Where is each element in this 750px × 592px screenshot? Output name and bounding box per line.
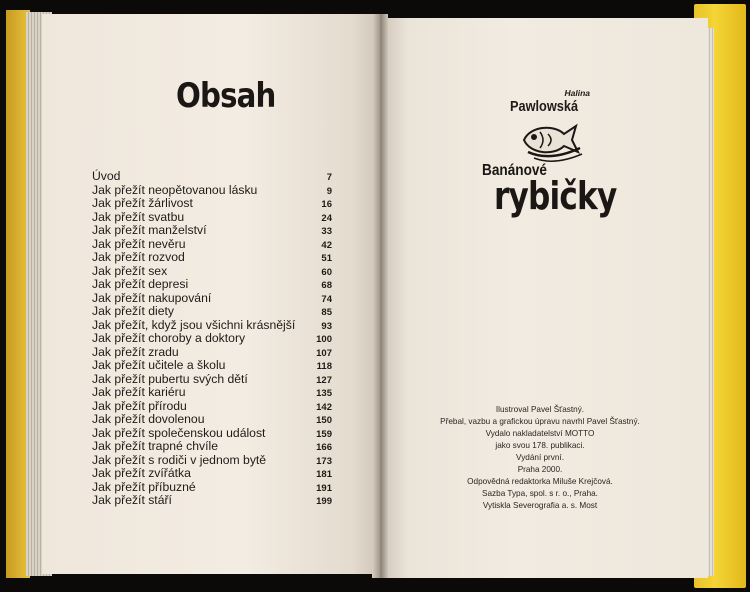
toc-entry-title: Jak přežít neopětovanou lásku xyxy=(92,182,258,197)
toc-entry-page: 181 xyxy=(316,469,332,480)
colophon xyxy=(440,404,640,512)
toc-entry-page: 42 xyxy=(321,239,332,251)
colophon-line: Ilustroval Pavel Šťastný. xyxy=(495,405,585,414)
toc-entry xyxy=(92,413,332,427)
toc-entry-page: 166 xyxy=(316,442,332,453)
toc-entry-title: Jak přežít nevěru xyxy=(92,236,186,251)
toc-heading: Obsah xyxy=(176,76,276,116)
toc-entry-title: Jak přežít rozvod xyxy=(92,250,185,264)
toc-entry-page: 60 xyxy=(321,266,332,278)
toc-entry xyxy=(92,238,332,252)
toc-entry-page: 100 xyxy=(316,334,332,345)
toc-entry-page: 107 xyxy=(316,347,332,359)
colophon-line: Přebal, vazbu a grafickou úpravu navrhl Pavel Šťastný. xyxy=(440,417,640,426)
toc-entry xyxy=(92,224,332,238)
toc-entry-title: Jak přežít stáří xyxy=(92,493,172,507)
toc-entry xyxy=(92,305,332,319)
toc-entry-title: Jak přežít svatbu xyxy=(92,209,185,224)
toc-entry-page: 51 xyxy=(321,253,332,264)
toc-entry-page: 7 xyxy=(326,172,332,183)
toc-entry xyxy=(92,265,332,279)
colophon-line: Odpovědná redaktorka Miluše Krejčová. xyxy=(467,477,613,486)
toc-entry-page: 135 xyxy=(316,388,332,399)
book-gutter xyxy=(372,14,388,578)
toc-entry xyxy=(92,427,332,441)
toc-entry xyxy=(92,332,332,346)
toc-entry-page: 142 xyxy=(316,401,332,413)
colophon-line: jako svou 178. publikaci. xyxy=(495,441,585,450)
toc-entry-title: Jak přežít manželství xyxy=(92,223,207,237)
toc-entry-page: 150 xyxy=(316,415,332,426)
book-title-big: rybičky xyxy=(494,174,617,218)
toc-entry xyxy=(92,197,332,211)
toc-entry xyxy=(92,184,332,198)
toc-entry xyxy=(92,211,332,225)
book-title-small: Banánové xyxy=(482,162,547,179)
toc-entry-page: 16 xyxy=(321,199,332,210)
toc-entry xyxy=(92,467,332,481)
toc-entry-page: 93 xyxy=(321,320,332,332)
toc-entry xyxy=(92,481,332,495)
toc-entry-page: 24 xyxy=(321,212,332,224)
toc-entry-title: Jak přežít choroby a doktory xyxy=(92,331,246,345)
toc-entry xyxy=(92,319,332,333)
toc-entry xyxy=(92,278,332,292)
toc-entry-title: Jak přežít sex xyxy=(92,263,168,278)
toc-entry xyxy=(92,359,332,373)
toc-entry xyxy=(92,440,332,454)
toc-entry-title: Jak přežít, když jsou všichni krásnější xyxy=(92,317,296,332)
table-of-contents xyxy=(92,170,332,508)
author-first-name: Halina xyxy=(564,88,591,98)
toc-entry-title: Úvod xyxy=(92,169,121,183)
colophon-line: Vydalo nakladatelství MOTTO xyxy=(485,429,595,438)
toc-entry-title: Jak přežít zradu xyxy=(92,344,179,359)
toc-entry-page: 85 xyxy=(321,307,332,318)
toc-entry-title: Jak přežít přírodu xyxy=(92,398,187,413)
colophon-line: Vydání první. xyxy=(516,453,564,462)
toc-entry-page: 173 xyxy=(316,455,332,467)
toc-entry xyxy=(92,494,332,508)
toc-entry-title: Jak přežít depresi xyxy=(92,277,189,291)
author-last-name: Pawlowská xyxy=(510,98,579,115)
toc-entry-title: Jak přežít společenskou událost xyxy=(92,425,266,440)
toc-entry xyxy=(92,386,332,400)
toc-entry-page: 118 xyxy=(316,361,332,372)
toc-entry-page: 199 xyxy=(316,496,332,507)
fish-icon xyxy=(510,112,590,168)
toc-entry-page: 74 xyxy=(321,293,332,305)
toc-entry xyxy=(92,170,332,184)
toc-entry-title: Jak přežít diety xyxy=(92,304,174,318)
toc-entry-page: 68 xyxy=(321,280,332,291)
toc-entry-title: Jak přežít trapné chvíle xyxy=(92,439,218,453)
colophon-line: Praha 2000. xyxy=(517,465,563,474)
toc-entry-page: 127 xyxy=(316,374,332,386)
toc-entry-title: Jak přežít dovolenou xyxy=(92,412,205,426)
toc-entry-page: 9 xyxy=(326,185,332,197)
toc-entry xyxy=(92,400,332,414)
toc-entry-page: 159 xyxy=(316,428,332,440)
toc-entry-page: 191 xyxy=(316,482,332,494)
toc-entry-title: Jak přežít kariéru xyxy=(92,385,186,399)
colophon-line: Vytiskla Severografia a. s. Most xyxy=(482,501,598,510)
toc-entry-title: Jak přežít příbuzné xyxy=(92,479,196,494)
toc-entry xyxy=(92,454,332,468)
toc-entry-title: Jak přežít pubertu svých dětí xyxy=(92,371,248,386)
toc-entry xyxy=(92,346,332,360)
author-name xyxy=(510,88,590,115)
toc-entry-page: 33 xyxy=(321,226,332,237)
toc-entry-title: Jak přežít žárlivost xyxy=(92,196,193,210)
colophon-line: Sazba Typa, spol. s r. o., Praha. xyxy=(482,489,598,498)
toc-entry-title: Jak přežít s rodiči v jednom bytě xyxy=(92,452,267,467)
toc-entry xyxy=(92,251,332,265)
toc-entry xyxy=(92,373,332,387)
toc-entry-title: Jak přežít nakupování xyxy=(92,290,212,305)
toc-entry-title: Jak přežít učitele a školu xyxy=(92,358,226,372)
toc-entry-title: Jak přežít zvířátka xyxy=(92,466,191,480)
toc-entry xyxy=(92,292,332,306)
